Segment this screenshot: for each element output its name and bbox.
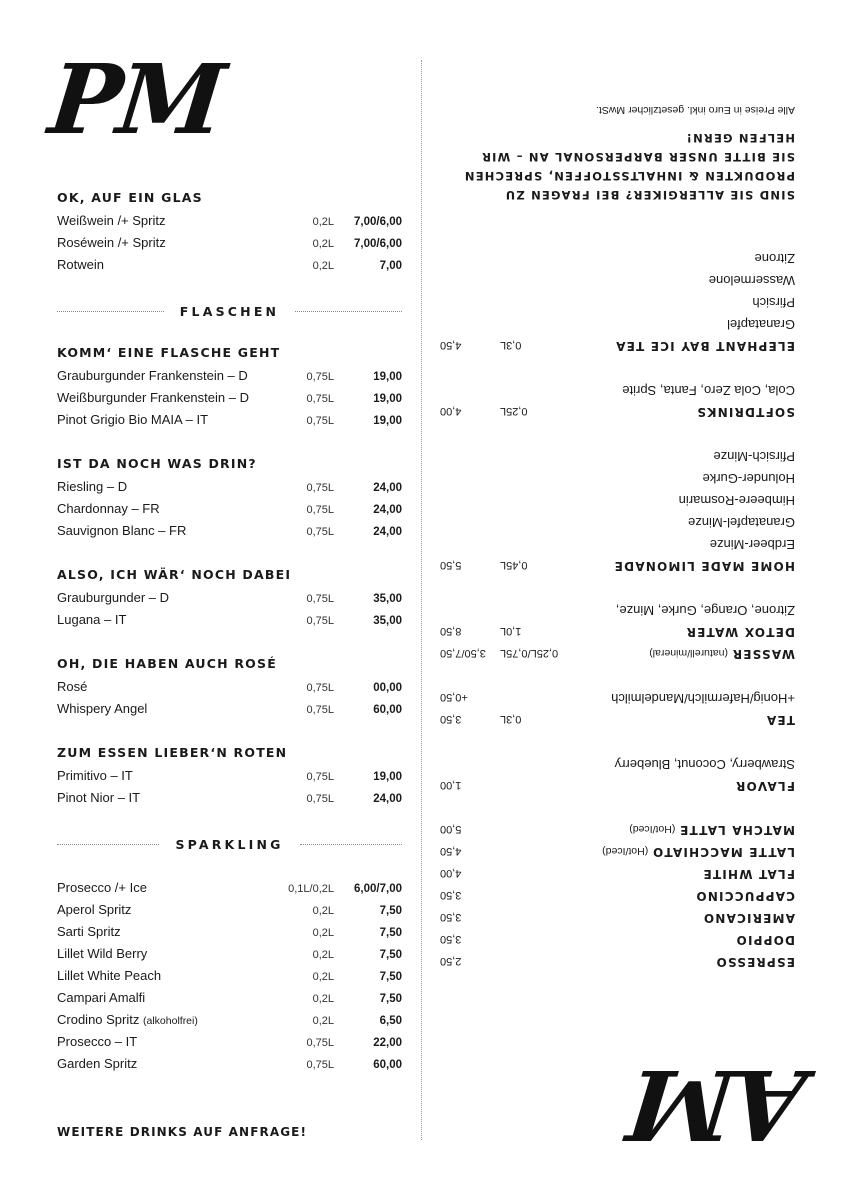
am-logo: AM bbox=[626, 1048, 811, 1161]
item-price: 2,50 bbox=[440, 955, 462, 967]
item-volume: 0,2L bbox=[312, 238, 334, 250]
item-name-text: DOPPIO bbox=[735, 933, 795, 947]
item-volume: 0,75L bbox=[306, 1059, 334, 1071]
item-name-text: Lugana – IT bbox=[57, 612, 127, 627]
drink-variant bbox=[440, 288, 795, 310]
dotted-line bbox=[57, 844, 159, 845]
drink-item bbox=[440, 618, 795, 640]
drink-variant bbox=[440, 508, 795, 530]
menu-item bbox=[57, 1056, 402, 1078]
item-name bbox=[57, 902, 264, 917]
item-price: 35,00 bbox=[373, 593, 402, 605]
item-name bbox=[575, 889, 795, 904]
spacer bbox=[440, 574, 795, 596]
item-name bbox=[57, 257, 264, 272]
menu-item bbox=[57, 257, 402, 279]
item-name bbox=[575, 559, 795, 574]
item-price: 24,00 bbox=[373, 482, 402, 494]
item-name-text: Sarti Spritz bbox=[57, 924, 121, 939]
item-name bbox=[57, 946, 264, 961]
drink-variant bbox=[440, 486, 795, 508]
spacer bbox=[440, 662, 795, 684]
center-divider bbox=[421, 60, 422, 1140]
evening-menu bbox=[57, 190, 402, 1078]
item-volume: 0,75L bbox=[306, 593, 334, 605]
item-name bbox=[57, 501, 264, 516]
item-price: 7,00/6,00 bbox=[354, 238, 402, 250]
sparkling-list bbox=[57, 880, 402, 1078]
item-volume: 0,2L bbox=[312, 260, 334, 272]
item-price: 22,00 bbox=[373, 1037, 402, 1049]
allergy-notice: SIND SIE ALLERGIKER? BEI FRAGEN ZU PRODUKTEN & INHALTSSTOFFEN, SPRECHEN SIE BITTE UNSER BARPERSONAL AN – WIR HELFEN GERN! bbox=[463, 131, 795, 202]
band-label: FLASCHEN bbox=[179, 303, 280, 319]
item-name-text: HOME MADE LIMONADE bbox=[613, 559, 795, 573]
drink-variant bbox=[440, 464, 795, 486]
drink-item bbox=[440, 706, 795, 728]
item-name-text: Rotwein bbox=[57, 257, 104, 272]
menu-item bbox=[57, 768, 402, 790]
item-name-text: FLAVOR bbox=[734, 779, 795, 793]
section-title: ZUM ESSEN LIEBER‘N ROTEN bbox=[57, 745, 288, 760]
item-price: 4,50 bbox=[440, 339, 462, 351]
menu-item bbox=[57, 946, 402, 968]
menu-item bbox=[57, 479, 402, 501]
item-name bbox=[57, 479, 264, 494]
spacer bbox=[440, 794, 795, 816]
wine-group bbox=[57, 345, 402, 434]
item-price: 5,50 bbox=[440, 559, 462, 571]
item-name-text: Zitrone, Orange, Gurke, Minze, bbox=[615, 603, 795, 618]
item-name bbox=[575, 405, 795, 420]
item-name bbox=[440, 273, 795, 288]
item-name bbox=[440, 471, 795, 486]
item-name bbox=[575, 911, 795, 926]
item-price: 19,00 bbox=[373, 393, 402, 405]
drink-item bbox=[440, 640, 795, 662]
item-name bbox=[57, 390, 264, 405]
item-name bbox=[57, 590, 264, 605]
drink-item bbox=[440, 838, 795, 860]
item-name-text: DETOX WATER bbox=[685, 625, 795, 639]
item-price: 3,50 bbox=[440, 889, 462, 901]
drink-item bbox=[440, 772, 795, 794]
drink-variant bbox=[440, 596, 795, 618]
item-price: 6,50 bbox=[379, 1015, 402, 1027]
spacer bbox=[440, 420, 795, 442]
item-price: 00,00 bbox=[373, 682, 402, 694]
item-name bbox=[575, 955, 795, 970]
item-name-text: ELEPHANT BAY ICE TEA bbox=[614, 339, 795, 353]
item-name bbox=[575, 625, 795, 640]
item-note: (Hot/Iced) bbox=[629, 823, 676, 835]
item-price: 5,00 bbox=[440, 823, 462, 835]
item-name bbox=[57, 1056, 264, 1071]
item-name bbox=[575, 691, 795, 706]
item-name-text: Granatapfel-Minze bbox=[688, 515, 795, 530]
item-name-text: ESPRESSO bbox=[715, 955, 795, 969]
item-name bbox=[57, 368, 264, 383]
footer-note: WEITERE DRINKS AUF ANFRAGE! bbox=[57, 1125, 308, 1139]
item-price: 35,00 bbox=[373, 615, 402, 627]
item-name-text: Sauvignon Blanc – FR bbox=[57, 523, 187, 538]
menu-item bbox=[57, 924, 402, 946]
item-name bbox=[440, 603, 795, 618]
am-logo-wrap bbox=[626, 1048, 811, 1161]
item-volume: 0,75L bbox=[306, 793, 334, 805]
dotted-line bbox=[300, 844, 402, 845]
item-name-text: Himbeere-Rosmarin bbox=[678, 493, 795, 508]
item-name-text: Primitivo – IT bbox=[57, 768, 133, 783]
item-volume: 0,45L bbox=[500, 559, 528, 571]
item-price: 7,00 bbox=[379, 260, 402, 272]
menu-item bbox=[57, 990, 402, 1012]
section-title: IST DA NOCH WAS DRIN? bbox=[57, 456, 257, 471]
item-volume: 0,75L bbox=[306, 526, 334, 538]
section-title: ALSO, ICH WÄR‘ NOCH DABEI bbox=[57, 567, 292, 582]
item-name bbox=[575, 779, 795, 794]
drink-item bbox=[440, 332, 795, 354]
item-volume: 0,2L bbox=[312, 993, 334, 1005]
item-price: 7,00/6,00 bbox=[354, 216, 402, 228]
item-volume: 0,75L bbox=[306, 682, 334, 694]
menu-item bbox=[57, 590, 402, 612]
item-volume: 0,2L bbox=[312, 216, 334, 228]
item-name-text: Crodino Spritz bbox=[57, 1012, 140, 1027]
item-price: 19,00 bbox=[373, 371, 402, 383]
item-price: 7,50 bbox=[379, 949, 402, 961]
item-name-text: Prosecco – IT bbox=[57, 1034, 138, 1049]
item-price: 3,50/7,50 bbox=[440, 647, 486, 659]
item-name bbox=[57, 924, 264, 939]
dotted-line bbox=[295, 311, 402, 312]
item-name bbox=[57, 612, 264, 627]
dotted-line bbox=[57, 311, 164, 312]
spacer bbox=[440, 354, 795, 376]
drink-variant bbox=[440, 310, 795, 332]
item-name bbox=[575, 823, 795, 838]
item-name-text: Pfirsich bbox=[752, 295, 795, 310]
item-name-text: +Honig/Hafermilch/Mandelmilch bbox=[611, 691, 795, 706]
item-name-text: Prosecco /+ Ice bbox=[57, 880, 147, 895]
item-name bbox=[575, 845, 795, 860]
wine-group bbox=[57, 456, 402, 545]
menu-item bbox=[57, 368, 402, 390]
sparkling-band bbox=[57, 834, 402, 854]
drink-variant bbox=[440, 244, 795, 266]
item-note: (Hot/Iced) bbox=[602, 845, 649, 857]
glass-wine-section bbox=[57, 190, 402, 279]
item-name-text: Campari Amalfi bbox=[57, 990, 146, 1005]
drink-item bbox=[440, 904, 795, 926]
item-name-text: Riesling – D bbox=[57, 479, 128, 494]
item-name bbox=[440, 251, 795, 266]
item-price: 24,00 bbox=[373, 793, 402, 805]
item-note: (naturell/mineral) bbox=[649, 647, 728, 659]
item-note: (alkoholfrei) bbox=[143, 1015, 198, 1027]
spacer bbox=[440, 728, 795, 750]
item-price: 19,00 bbox=[373, 415, 402, 427]
item-volume: 0,75L bbox=[306, 371, 334, 383]
item-name-text: Whispery Angel bbox=[57, 701, 148, 716]
item-volume: 0,3L bbox=[500, 339, 522, 351]
band-label: SPARKLING bbox=[175, 836, 284, 852]
item-name bbox=[440, 537, 795, 552]
item-name-text: Cola, Cola Zero, Fanta, Sprite bbox=[622, 383, 795, 398]
menu-item bbox=[57, 679, 402, 701]
item-name-text: Wassermelone bbox=[708, 273, 795, 288]
item-price: 4,00 bbox=[440, 867, 462, 879]
drink-item bbox=[440, 948, 795, 970]
section-title: OH, DIE HABEN AUCH ROSÉ bbox=[57, 656, 277, 671]
drink-item bbox=[440, 882, 795, 904]
drink-variant bbox=[440, 442, 795, 464]
item-name-text: Rosé bbox=[57, 679, 88, 694]
item-price: 24,00 bbox=[373, 526, 402, 538]
menu-item bbox=[57, 523, 402, 545]
item-name-text: Weißburgunder Frankenstein – D bbox=[57, 390, 249, 405]
item-name-text: Erdbeer-Minze bbox=[709, 537, 795, 552]
menu-item bbox=[57, 213, 402, 235]
item-name bbox=[57, 968, 264, 983]
menu-item bbox=[57, 390, 402, 412]
menu-item bbox=[57, 612, 402, 634]
item-price: 7,50 bbox=[379, 927, 402, 939]
item-price: 3,50 bbox=[440, 713, 462, 725]
item-name-text: Pinot Grigio Bio MAIA – IT bbox=[57, 412, 209, 427]
item-name-text: Holunder-Gurke bbox=[702, 471, 795, 486]
item-volume: 0,1L/0,2L bbox=[288, 883, 334, 895]
item-name-text: LATTE MACCHIATO bbox=[651, 845, 795, 859]
menu-item bbox=[57, 968, 402, 990]
item-volume: 0,75L bbox=[306, 482, 334, 494]
item-name-text: Grauburgunder Frankenstein – D bbox=[57, 368, 248, 383]
item-name bbox=[57, 679, 264, 694]
item-volume: 0,2L bbox=[312, 1015, 334, 1027]
section-title: OK, AUF EIN GLAS bbox=[57, 190, 203, 205]
item-name bbox=[575, 647, 795, 662]
drink-item bbox=[440, 816, 795, 838]
item-name-text: Pfirsich-Minze bbox=[713, 449, 795, 464]
item-volume: 0,75L bbox=[306, 415, 334, 427]
item-name bbox=[575, 867, 795, 882]
item-name-text: Zitrone bbox=[754, 251, 795, 266]
menu-item bbox=[57, 902, 402, 924]
item-name bbox=[57, 235, 264, 250]
menu-item bbox=[57, 1034, 402, 1056]
item-volume: 0,2L bbox=[312, 927, 334, 939]
drink-item bbox=[440, 398, 795, 420]
item-name bbox=[440, 493, 795, 508]
drink-item bbox=[440, 926, 795, 948]
item-price: 19,00 bbox=[373, 771, 402, 783]
item-name bbox=[57, 1034, 264, 1049]
item-name-text: FLAT WHITE bbox=[702, 867, 795, 881]
item-name-text: Pinot Nior – IT bbox=[57, 790, 141, 805]
menu-item bbox=[57, 235, 402, 257]
pm-logo: PM bbox=[44, 43, 227, 156]
item-price: 60,00 bbox=[373, 704, 402, 716]
drink-variant bbox=[440, 266, 795, 288]
item-name bbox=[57, 990, 264, 1005]
section-title: KOMM‘ EINE FLASCHE GEHT bbox=[57, 345, 281, 360]
item-name bbox=[57, 768, 264, 783]
daytime-menu-upside-down bbox=[440, 40, 795, 970]
item-name-text: Lillet White Peach bbox=[57, 968, 162, 983]
item-name bbox=[57, 412, 264, 427]
item-price: +0,50 bbox=[440, 691, 468, 703]
item-volume: 1,0L bbox=[500, 625, 522, 637]
drink-item bbox=[440, 552, 795, 574]
item-volume: 0,3L bbox=[500, 713, 522, 725]
item-price: 8,50 bbox=[440, 625, 462, 637]
item-price: 24,00 bbox=[373, 504, 402, 516]
item-name-text: Garden Spritz bbox=[57, 1056, 138, 1071]
item-name bbox=[575, 339, 795, 354]
drink-variant bbox=[440, 376, 795, 398]
wine-group bbox=[57, 656, 402, 723]
item-name bbox=[57, 880, 264, 895]
wine-group bbox=[57, 745, 402, 812]
item-name bbox=[57, 790, 264, 805]
item-name-text: MATCHA LATTE bbox=[678, 823, 795, 837]
item-name bbox=[575, 933, 795, 948]
menu-item bbox=[57, 880, 402, 902]
item-name-text: TEA bbox=[765, 713, 795, 727]
item-volume: 0,75L bbox=[306, 504, 334, 516]
item-price: 4,50 bbox=[440, 845, 462, 857]
item-name bbox=[57, 1012, 264, 1027]
item-price: 7,50 bbox=[379, 905, 402, 917]
item-name-text: Strawberry, Coconut, Blueberry bbox=[614, 757, 795, 772]
item-price: 7,50 bbox=[379, 993, 402, 1005]
item-price: 7,50 bbox=[379, 971, 402, 983]
menu-item bbox=[57, 790, 402, 812]
item-volume: 0,2L bbox=[312, 905, 334, 917]
item-name-text: Chardonnay – FR bbox=[57, 501, 160, 516]
item-volume: 0,75L bbox=[306, 615, 334, 627]
item-name-text: Aperol Spritz bbox=[57, 902, 132, 917]
menu-item bbox=[57, 501, 402, 523]
item-price: 3,50 bbox=[440, 911, 462, 923]
item-name bbox=[440, 449, 795, 464]
item-name-text: AMERICANO bbox=[702, 911, 795, 925]
item-price: 3,50 bbox=[440, 933, 462, 945]
item-name-text: CAPPUCCINO bbox=[695, 889, 795, 903]
drink-item bbox=[440, 860, 795, 882]
drink-variant bbox=[440, 530, 795, 552]
item-name-text: Lillet Wild Berry bbox=[57, 946, 148, 961]
drink-variant bbox=[440, 684, 795, 706]
item-volume: 0,2L bbox=[312, 949, 334, 961]
item-name bbox=[57, 701, 264, 716]
item-volume: 0,75L bbox=[306, 704, 334, 716]
item-volume: 0,2L bbox=[312, 971, 334, 983]
item-name-text: Weißwein /+ Spritz bbox=[57, 213, 166, 228]
item-volume: 0,25L bbox=[500, 405, 528, 417]
menu-item bbox=[57, 1012, 402, 1034]
item-name bbox=[440, 383, 795, 398]
item-name bbox=[440, 515, 795, 530]
item-price: 6,00/7,00 bbox=[354, 883, 402, 895]
item-price: 1,00 bbox=[440, 779, 462, 791]
item-name bbox=[575, 713, 795, 728]
bottles-band bbox=[57, 301, 402, 321]
item-name bbox=[440, 757, 795, 772]
item-name bbox=[440, 317, 795, 332]
item-name-text: SOFTDRINKS bbox=[696, 405, 795, 419]
item-price: 4,00 bbox=[440, 405, 462, 417]
item-name bbox=[57, 213, 264, 228]
drink-variant bbox=[440, 750, 795, 772]
item-name bbox=[57, 523, 264, 538]
item-name-text: WASSER bbox=[731, 647, 795, 661]
menu-item bbox=[57, 701, 402, 723]
item-price: 60,00 bbox=[373, 1059, 402, 1071]
vat-note: Alle Preise in Euro inkl. gesetzlicher MwSt. bbox=[596, 104, 795, 116]
item-volume: 0,75L bbox=[306, 771, 334, 783]
item-volume: 0,25L/0,75L bbox=[500, 647, 559, 659]
item-volume: 0,75L bbox=[306, 1037, 334, 1049]
item-name-text: Roséwein /+ Spritz bbox=[57, 235, 166, 250]
item-volume: 0,75L bbox=[306, 393, 334, 405]
menu-item bbox=[57, 412, 402, 434]
item-name bbox=[440, 295, 795, 310]
item-name-text: Grauburgunder – D bbox=[57, 590, 170, 605]
item-name-text: Granatapfel bbox=[727, 317, 795, 332]
wine-group bbox=[57, 567, 402, 634]
